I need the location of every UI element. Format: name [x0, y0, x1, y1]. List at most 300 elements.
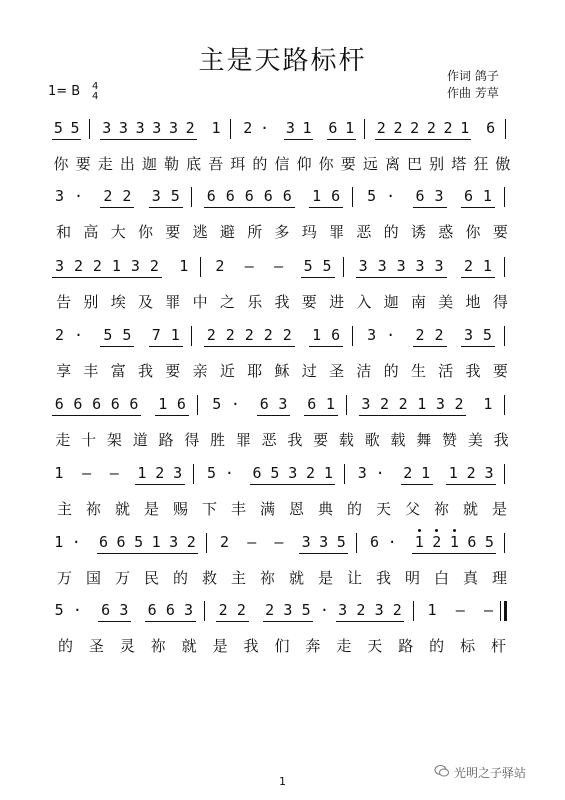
- beam-underline: [97, 553, 198, 554]
- lyric-char: 圣: [88, 637, 104, 655]
- lyrics-row: [0, 568, 565, 590]
- lyric-char: 就: [462, 500, 478, 518]
- lyrics-row: [0, 154, 565, 176]
- lyric-char: 就: [181, 637, 197, 655]
- note: 3: [374, 601, 384, 619]
- dot-augment: ·: [71, 533, 81, 551]
- note: 5: [122, 326, 132, 344]
- note: 6: [165, 601, 175, 619]
- lyric-char: 走: [97, 155, 113, 173]
- note: 1: [312, 326, 322, 344]
- lyric-char: 祢: [150, 637, 166, 655]
- barline: [206, 533, 207, 553]
- note: 3: [285, 119, 295, 137]
- note: 2: [376, 119, 386, 137]
- lyric-char: 我: [465, 362, 481, 380]
- note: 1: [111, 257, 121, 275]
- lyric-char: 我: [274, 293, 290, 311]
- lyric-char: 走: [55, 431, 71, 449]
- lyric-char: 我: [375, 569, 391, 587]
- song-title: 主是天路标杆: [198, 46, 367, 76]
- lyric-char: 恶: [261, 431, 277, 449]
- note: 6: [328, 119, 338, 137]
- watermark: 光明之子驿站: [454, 766, 527, 780]
- note: 7: [151, 326, 161, 344]
- lyric-char: 理: [491, 569, 507, 587]
- note: 3: [338, 601, 348, 619]
- note: 6: [467, 533, 477, 551]
- lyric-char: 罪: [165, 293, 181, 311]
- note: 1: [179, 257, 189, 275]
- note: 5: [303, 257, 313, 275]
- note: 2: [393, 119, 403, 137]
- lyric-char: 生: [410, 362, 426, 380]
- note: 6: [110, 395, 120, 413]
- beam-underline: [327, 139, 356, 140]
- barline: [191, 187, 192, 207]
- lyric-char: 让: [346, 569, 362, 587]
- lyric-char: 要: [165, 362, 181, 380]
- note: 2: [54, 326, 64, 344]
- note: 2: [392, 601, 402, 619]
- note: 3: [367, 326, 377, 344]
- lyric-char: 迦: [383, 293, 399, 311]
- note: 1: [137, 464, 147, 482]
- beam-underline: [263, 621, 314, 622]
- beam-underline: [461, 207, 495, 208]
- dash-sustain: –: [244, 257, 254, 275]
- beam-underline: [461, 346, 495, 347]
- note: 6: [370, 533, 380, 551]
- note: 2: [398, 395, 408, 413]
- lyric-char: 你: [465, 223, 481, 241]
- note: 6: [463, 187, 473, 205]
- note: 2: [122, 187, 132, 205]
- lyric-char: 我: [493, 431, 509, 449]
- note: 2: [454, 395, 464, 413]
- note: 6: [331, 326, 341, 344]
- lyric-char: 狂: [473, 155, 489, 173]
- lyric-char: 进: [329, 293, 345, 311]
- notation-row: [0, 325, 565, 353]
- lyric-char: 祢: [433, 500, 449, 518]
- note: 3: [118, 119, 128, 137]
- note: 2: [243, 119, 253, 137]
- dot-augment: ·: [386, 187, 396, 205]
- lyric-char: 下: [201, 500, 217, 518]
- lyric-char: 傲: [495, 155, 511, 173]
- note: 3: [396, 257, 406, 275]
- note: 2: [236, 601, 246, 619]
- note: 1: [151, 533, 161, 551]
- score-line: [0, 600, 565, 680]
- note: 6: [101, 601, 111, 619]
- lyric-char: 仰: [296, 155, 312, 173]
- note: 3: [119, 601, 129, 619]
- lyric-char: 我: [243, 637, 259, 655]
- dot-augment: ·: [375, 464, 385, 482]
- beam-underline: [461, 277, 495, 278]
- note: 1: [54, 464, 64, 482]
- beam-underline: [375, 139, 471, 140]
- beam-underline: [52, 415, 141, 416]
- note: 3: [151, 187, 161, 205]
- beam-underline: [413, 346, 447, 347]
- note: 2: [434, 326, 444, 344]
- dash-sustain: –: [82, 464, 92, 482]
- lyric-char: 灵: [119, 637, 135, 655]
- note: 6: [486, 119, 496, 137]
- note: 3: [152, 119, 162, 137]
- notation-row: [0, 186, 565, 214]
- lyric-char: 主: [230, 569, 246, 587]
- dot-augment: ·: [73, 326, 83, 344]
- octave-high-dot: [453, 529, 456, 532]
- note: 5: [70, 119, 80, 137]
- note: 3: [415, 257, 425, 275]
- lyric-char: 的: [383, 362, 399, 380]
- lyric-char: 我: [138, 362, 154, 380]
- lyric-char: 父: [404, 500, 420, 518]
- lyric-char: 中: [192, 293, 208, 311]
- dot-augment: ·: [387, 533, 397, 551]
- note: 3: [484, 464, 494, 482]
- lyric-char: 的: [429, 637, 445, 655]
- note: 3: [283, 601, 293, 619]
- beam-underline: [216, 621, 248, 622]
- barline: [364, 119, 365, 139]
- note: 1: [449, 533, 459, 551]
- beam-underline: [204, 207, 295, 208]
- dot-augment: ·: [319, 601, 329, 619]
- notation-row: [0, 463, 565, 491]
- lyric-char: 信: [274, 155, 290, 173]
- note: 1: [323, 464, 333, 482]
- barline: [200, 257, 201, 277]
- note: 3: [301, 533, 311, 551]
- note: 5: [54, 601, 64, 619]
- lyric-char: 胜: [210, 431, 226, 449]
- lyric-char: 祢: [85, 500, 101, 518]
- note: 2: [218, 601, 228, 619]
- lyric-char: 别: [429, 155, 445, 173]
- note: 1: [482, 257, 492, 275]
- notation-row: [0, 256, 565, 284]
- lyric-char: 天: [367, 637, 383, 655]
- note: 1: [302, 119, 312, 137]
- lyric-char: 的: [172, 569, 188, 587]
- barline: [197, 395, 198, 415]
- note: 3: [135, 119, 145, 137]
- lyric-char: 奔: [305, 637, 321, 655]
- note: 2: [225, 326, 235, 344]
- lyric-char: 避: [219, 223, 235, 241]
- note: 6: [206, 187, 216, 205]
- dash-sustain: –: [274, 257, 284, 275]
- note: 3: [434, 187, 444, 205]
- beam-underline: [145, 621, 196, 622]
- barline: [504, 257, 505, 277]
- lyric-char: 们: [274, 637, 290, 655]
- lyric-char: 罪: [329, 223, 345, 241]
- note: 6: [263, 187, 273, 205]
- note: 3: [319, 533, 329, 551]
- lyric-char: 主: [56, 500, 72, 518]
- lyric-char: 埃: [110, 293, 126, 311]
- page-number: 1: [279, 775, 286, 788]
- note: 6: [225, 187, 235, 205]
- lyrics-row: [0, 499, 565, 521]
- lyric-char: 富: [110, 362, 126, 380]
- composer-credit: 作曲 芳草: [447, 86, 499, 100]
- lyric-char: 天: [375, 500, 391, 518]
- dot-augment: ·: [72, 601, 82, 619]
- lyric-char: 地: [465, 293, 481, 311]
- note: 2: [149, 257, 159, 275]
- lyric-char: 近: [219, 362, 235, 380]
- lyric-char: 恶: [356, 223, 372, 241]
- note: 2: [356, 601, 366, 619]
- note: 6: [252, 464, 262, 482]
- lyric-char: 祢: [259, 569, 275, 587]
- note: 6: [147, 601, 157, 619]
- lyric-char: 赐: [172, 500, 188, 518]
- lyric-char: 你: [53, 155, 69, 173]
- time-signature-bottom: 4: [92, 91, 99, 102]
- lyric-char: 吾: [208, 155, 224, 173]
- note: 1: [448, 464, 458, 482]
- note: 3: [463, 326, 473, 344]
- note: 3: [357, 464, 367, 482]
- lyric-char: 乐: [247, 293, 263, 311]
- note: 1: [483, 395, 493, 413]
- note: 6: [129, 395, 139, 413]
- note: 2: [220, 533, 230, 551]
- lyric-char: 载: [390, 431, 406, 449]
- beam-underline: [135, 484, 185, 485]
- final-barline: [504, 601, 507, 621]
- note: 1: [482, 187, 492, 205]
- barline: [343, 257, 344, 277]
- lyric-char: 高: [83, 223, 99, 241]
- note: 3: [130, 257, 140, 275]
- dot-augment: ·: [73, 187, 83, 205]
- lyric-char: 亲: [192, 362, 208, 380]
- lyric-char: 丰: [230, 500, 246, 518]
- note: 3: [288, 464, 298, 482]
- note: 2: [403, 464, 413, 482]
- octave-high-dot: [418, 529, 421, 532]
- note: 1: [170, 326, 180, 344]
- beam-underline: [100, 139, 196, 140]
- note: 6: [307, 395, 317, 413]
- lyric-char: 国: [85, 569, 101, 587]
- note: 5: [301, 601, 311, 619]
- lyric-char: 的: [346, 500, 362, 518]
- lyric-char: 美: [438, 293, 454, 311]
- beam-underline: [284, 139, 313, 140]
- dash-sustain: –: [274, 533, 284, 551]
- note: 3: [54, 257, 64, 275]
- lyric-char: 走: [336, 637, 352, 655]
- lyric-char: 得: [492, 293, 508, 311]
- note: 5: [270, 464, 280, 482]
- lyric-char: 你: [318, 155, 334, 173]
- beam-underline: [98, 621, 130, 622]
- note: 2: [263, 326, 273, 344]
- note: 2: [415, 326, 425, 344]
- lyric-char: 享: [56, 362, 72, 380]
- note: 3: [278, 395, 288, 413]
- note: 2: [410, 119, 420, 137]
- lyric-char: 惑: [438, 223, 454, 241]
- lyrics-row: [0, 292, 565, 314]
- lyric-char: 之: [219, 293, 235, 311]
- note: 5: [212, 395, 222, 413]
- lyric-char: 的: [252, 155, 268, 173]
- note: 6: [73, 395, 83, 413]
- note: 6: [116, 533, 126, 551]
- note: 1: [421, 464, 431, 482]
- dash-sustain: –: [455, 601, 465, 619]
- lyric-char: 要: [301, 293, 317, 311]
- beam-underline: [309, 207, 343, 208]
- note: 5: [336, 533, 346, 551]
- barline: [504, 395, 505, 415]
- note: 1: [414, 533, 424, 551]
- lyric-char: 民: [143, 569, 159, 587]
- note: 3: [184, 601, 194, 619]
- lyric-char: 十: [81, 431, 97, 449]
- score-line: [0, 256, 565, 336]
- lyric-char: 道: [132, 431, 148, 449]
- lyric-char: 要: [313, 431, 329, 449]
- lyric-char: 的: [383, 223, 399, 241]
- note: 6: [244, 187, 254, 205]
- lyric-char: 万: [56, 569, 72, 587]
- note: 5: [53, 119, 63, 137]
- score-line: [0, 463, 565, 543]
- note: 1: [325, 395, 335, 413]
- lyric-char: 大: [110, 223, 126, 241]
- note: 6: [176, 395, 186, 413]
- note: 5: [103, 326, 113, 344]
- note: 1: [427, 601, 437, 619]
- note: 6: [54, 395, 64, 413]
- lyric-char: 典: [317, 500, 333, 518]
- note: 1: [312, 187, 322, 205]
- lyric-char: 底: [186, 155, 202, 173]
- beam-underline: [359, 415, 467, 416]
- lyric-char: 得: [184, 431, 200, 449]
- lyric-char: 我: [287, 431, 303, 449]
- final-barline-thin: [500, 601, 501, 621]
- note: 2: [103, 187, 113, 205]
- lyric-char: 塔: [451, 155, 467, 173]
- barline: [413, 601, 414, 621]
- beam-underline: [356, 277, 447, 278]
- note: 2: [306, 464, 316, 482]
- lyric-char: 就: [288, 569, 304, 587]
- notation-row: [0, 600, 565, 628]
- lyric-char: 真: [462, 569, 478, 587]
- lyric-char: 远: [362, 155, 378, 173]
- lyric-char: 架: [106, 431, 122, 449]
- lyrics-row: [0, 222, 565, 244]
- beam-underline: [149, 207, 183, 208]
- time-signature: [92, 82, 98, 102]
- note: 1: [158, 395, 168, 413]
- beam-underline: [401, 484, 433, 485]
- lyric-char: 白: [433, 569, 449, 587]
- lyric-char: 美: [467, 431, 483, 449]
- dash-sustain: –: [247, 533, 257, 551]
- note: 2: [185, 119, 195, 137]
- score-line: [0, 394, 565, 474]
- beam-underline: [413, 207, 447, 208]
- lyric-char: 明: [404, 569, 420, 587]
- lyric-char: 要: [492, 362, 508, 380]
- barline: [504, 533, 505, 553]
- lyric-char: 玛: [301, 223, 317, 241]
- beam-underline: [149, 346, 183, 347]
- barline: [352, 326, 353, 346]
- lyric-char: 出: [119, 155, 135, 173]
- note: 5: [367, 187, 377, 205]
- lyrics-row: [0, 361, 565, 383]
- lyric-char: 入: [356, 293, 372, 311]
- lyric-char: 标: [460, 637, 476, 655]
- note: 3: [434, 257, 444, 275]
- note: 2: [73, 257, 83, 275]
- lyric-char: 载: [338, 431, 354, 449]
- barline: [89, 119, 90, 139]
- dot-augment: ·: [224, 464, 234, 482]
- barline: [191, 326, 192, 346]
- note: 1: [460, 119, 470, 137]
- beam-underline: [412, 553, 496, 554]
- note: 3: [102, 119, 112, 137]
- note: 6: [98, 533, 109, 551]
- note: 5: [134, 533, 144, 551]
- lyrics-row: [0, 430, 565, 452]
- lyric-char: 南: [410, 293, 426, 311]
- lyric-char: 救: [201, 569, 217, 587]
- note: 1: [211, 119, 221, 137]
- barline: [346, 395, 347, 415]
- notation-row: [0, 394, 565, 422]
- beam-underline: [204, 346, 295, 347]
- beam-underline: [304, 415, 337, 416]
- lyric-char: 恩: [288, 500, 304, 518]
- note: 6: [282, 187, 292, 205]
- note: 2: [466, 464, 476, 482]
- beam-underline: [446, 484, 496, 485]
- beam-underline: [52, 139, 81, 140]
- beam-underline: [301, 277, 335, 278]
- lyric-char: 和: [56, 223, 72, 241]
- dot-augment: ·: [230, 395, 240, 413]
- lyric-char: 你: [138, 223, 154, 241]
- note: 1: [417, 395, 427, 413]
- lyric-char: 罪: [235, 431, 251, 449]
- note: 2: [432, 533, 442, 551]
- note: 2: [206, 326, 216, 344]
- note: 2: [463, 257, 473, 275]
- note: 2: [244, 326, 254, 344]
- lyric-char: 告: [56, 293, 72, 311]
- time-signature-top: 4: [92, 81, 99, 92]
